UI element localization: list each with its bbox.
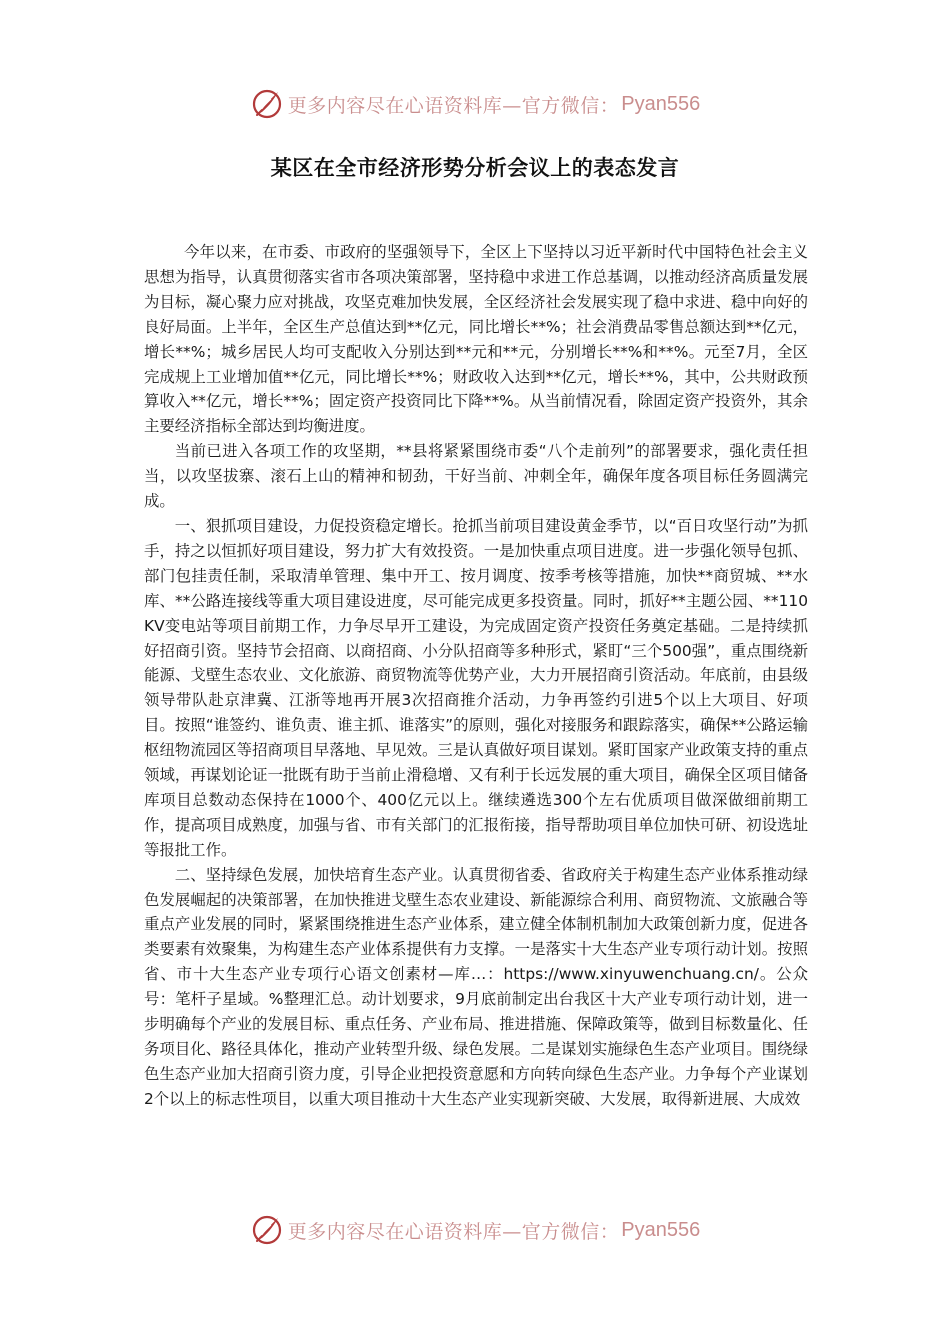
document-body xyxy=(144,240,808,1190)
quill-pen-logo-icon xyxy=(250,87,284,121)
footer-banner xyxy=(0,1210,950,1250)
quill-pen-logo-icon xyxy=(250,1213,284,1247)
wechat-id: Pyan556 xyxy=(621,92,701,115)
paragraph-intro: 今年以来，在市委、市政府的坚强领导下，全区上下坚持以习近平新时代中国特色社会主义思想为指导，认真贯彻落实省市各项决策部署，坚持稳中求进工作总基调，以推动经济高质量发展为目标，凝心聚力应对挑战，攻坚克难加快发展，全区经济社会发展实现了稳中求进、稳中向好的良好局面。上半年，全区生产总值达到**亿元，同比增长**%；社会消费品零售总额达到**亿元，增长**%；城乡居民人均可支配收入分别达到**元和**元，分别增长**%和**%。元至7月，全区完成规上工业增加值**亿元，同比增长**%；财政收入达到**亿元，增长**%，其中，公共财政预算收入**亿元，增长**%；固定资产投资同比下降**%。从当前情况看，除固定资产投资外，其余主要经济指标全部达到均衡进度。 xyxy=(144,243,808,436)
banner-text: 更多内容尽在心语资料库—官方微信： xyxy=(287,94,620,117)
header-banner xyxy=(0,84,950,124)
document-title: 某区在全市经济形势分析会议上的表态发言 xyxy=(270,156,680,180)
paragraph-commitment: 当前已进入各项工作的攻坚期，**县将紧紧围绕市委“八个走前列”的部署要求，强化责任担当，以攻坚拔寨、滚石上山的精神和韧劲，干好当前、冲刺全年，确保年度各项目标任务圆满完成。 xyxy=(144,442,808,511)
paragraph-section-one: 一、狠抓项目建设，力促投资稳定增长。抢抓当前项目建设黄金季节，以“百日攻坚行动”为抓手，持之以恒抓好项目建设，努力扩大有效投资。一是加快重点项目进度。进一步强化领导包抓、部门包挂责任制，采取清单管理、集中开工、按月调度、按季考核等措施，加快**商贸城、**水库、**公路连接线等重大项目建设进度，尽可能完成更多投资量。同时，抓好**主题公园、**110KV变电站等项目前期工作，力争尽早开工建设，为完成固定资产投资任务奠定基础。二是持续抓好招商引资。坚持节会招商、以商招商、小分队招商等多种形式，紧盯“三个500强”，重点围绕新能源、戈壁生态农业、文化旅游、商贸物流等优势产业，大力开展招商引资活动。年底前，由县级领导带队赴京津冀、江浙等地再开展3次招商推介活动，力争再签约引进5个以上大项目、好项目。按照“谁签约、谁负责、谁主抓、谁落实”的原则，强化对接服务和跟踪落实，确保**公路运输枢纽物流园区等招商项目早落地、早见效。三是认真做好项目谋划。紧盯国家产业政策支持的重点领域，再谋划论证一批既有助于当前止滑稳增、又有利于长远发展的重大项目，确保全区项目储备库项目总数动态保持在1000个、400亿元以上。继续遴选300个左右优质项目做深做细前期工作，提高项目成熟度，加强与省、市有关部门的汇报衔接，指导帮助项目单位加快可研、初设选址等报批工作。 xyxy=(144,516,808,859)
banner-text: 更多内容尽在心语资料库—官方微信： xyxy=(287,1220,620,1243)
paragraph-section-two: 二、坚持绿色发展，加快培育生态产业。认真贯彻省委、省政府关于构建生态产业体系推动绿色发展崛起的决策部署，在加快推进戈壁生态农业建设、新能源综合利用、商贸物流、文旅融合等重点产业发展的同时，紧紧围绕推进生态产业体系，建立健全体制机制加大政策创新力度，促进各类要素有效聚集，为构建生态产业体系提供有力支撑。一是落实十大生态产业专项行动计划。按照省、市十大生态产业专项行心语文创素材—库…：https://www.xinyuwenchuang.cn/。公众号：笔杆子星域。%整理汇总。动计划要求，9月底前制定出台我区十大产业专项行动计划，进一步明确每个产业的发展目标、重点任务、产业布局、推进措施、保障政策等，做到目标数量化、任务项目化、路径具体化，推动产业转型升级、绿色发展。二是谋划实施绿色生态产业项目。围绕绿色生态产业加大招商引资力度，引导企业把投资意愿和方向转向绿色生态产业。力争每个产业谋划2个以上的标志性项目，以重大项目推动十大生态产业实现新突破、大发展，取得新进展、大成效 xyxy=(144,865,808,1108)
wechat-id: Pyan556 xyxy=(621,1218,701,1241)
